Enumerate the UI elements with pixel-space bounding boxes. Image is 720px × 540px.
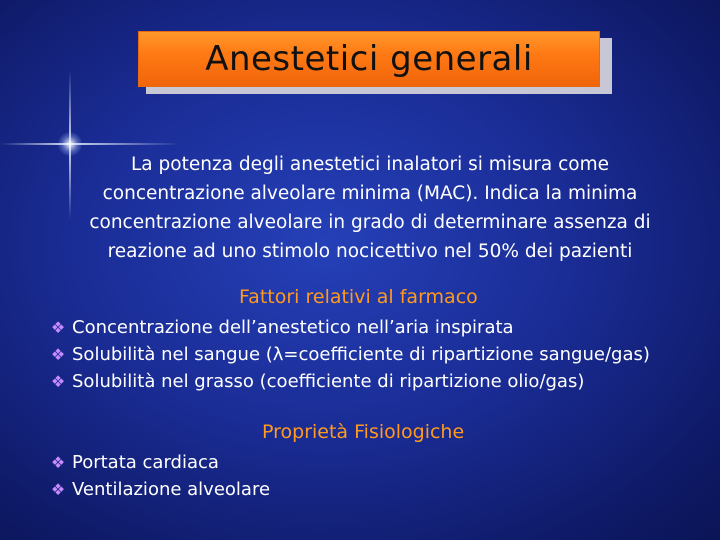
list-item-text: Ventilazione alveolare — [72, 479, 271, 500]
list-item-text: Solubilità nel grasso (coefficiente di ripartizione olio/gas) — [72, 371, 585, 392]
diamond-cluster-icon: ❖ — [50, 453, 66, 472]
sparkle-flare-horizontal — [0, 143, 180, 145]
list-item — [48, 476, 270, 503]
section-heading-drug-factors: Fattori relativi al farmaco — [239, 286, 478, 308]
list-item-text: Solubilità nel sangue (λ=coefficiente di ripartizione sangue/gas) — [72, 344, 650, 365]
diamond-cluster-icon: ❖ — [50, 480, 66, 499]
section-heading-physiological: Proprietà Fisiologiche — [262, 421, 465, 443]
list-item-text: Concentrazione dell’anestetico nell’aria inspirata — [72, 317, 514, 338]
slide-title: Anestetici generali — [205, 39, 533, 79]
physiological-list — [48, 449, 270, 503]
list-item — [48, 341, 720, 368]
list-item — [48, 368, 720, 395]
list-item — [48, 449, 270, 476]
list-item-text: Portata cardiaca — [72, 452, 219, 473]
diamond-cluster-icon: ❖ — [50, 318, 66, 337]
list-item — [48, 314, 720, 341]
intro-paragraph: La potenza degli anestetici inalatori si misura come concentrazione alveolare minima (MAC). Indica la minima concentrazione alveolare in grado di determinare assenza di reazione ad uno stimolo nocicettivo nel 50% dei pazienti — [89, 154, 651, 262]
drug-factors-list — [48, 314, 720, 395]
diamond-cluster-icon: ❖ — [50, 345, 66, 364]
diamond-cluster-icon: ❖ — [50, 372, 66, 391]
title-box — [138, 31, 600, 87]
